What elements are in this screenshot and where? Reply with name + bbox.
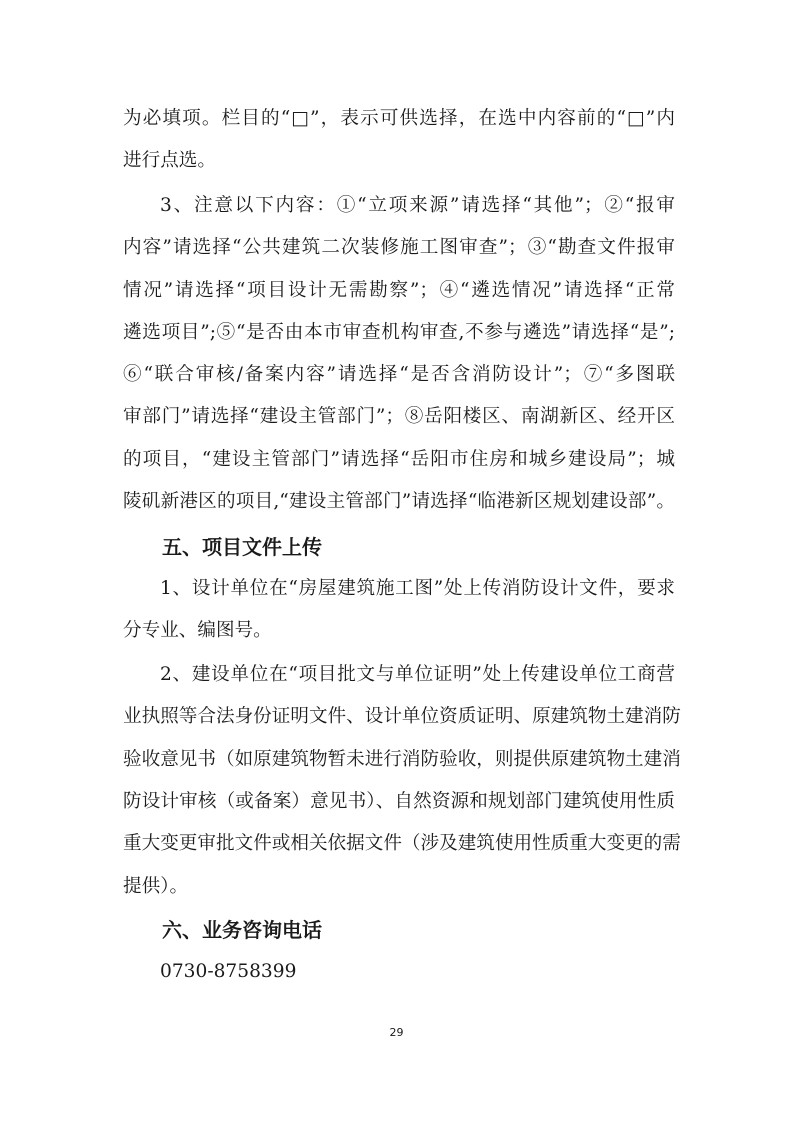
paragraph-line: 业执照等合法身份证明文件、设计单位资质证明、原建筑物土建消防 (123, 706, 681, 727)
paragraph-line: 进行点选。 (123, 150, 216, 171)
section-heading: 五、项目文件上传 (162, 535, 322, 559)
paragraph-line: 分专业、编图号。 (123, 620, 272, 641)
paragraph-line: 遴选项目”;⑤“是否由本市审查机构审查,不参与遴选”请选择“是”; (123, 322, 675, 343)
paragraph-line: 审部门”请选择“建设主管部门”；⑧岳阳楼区、南湖新区、经开区 (123, 406, 675, 427)
paragraph-line: 内容”请选择“公共建筑二次装修施工图审查”；③“勘查文件报审 (123, 237, 675, 258)
paragraph-line: 1、设计单位在“房屋建筑施工图”处上传消防设计文件，要求 (160, 578, 675, 599)
paragraph-line: 防设计审核（或备案）意见书）、自然资源和规划部门建筑使用性质 (123, 791, 675, 812)
paragraph-line: 情况”请选择“项目设计无需勘察”；④“遴选情况”请选择“正常 (123, 280, 675, 301)
page-number: 29 (389, 1026, 404, 1039)
paragraph-line: 陵矶新港区的项目,“建设主管部门”请选择“临港新区规划建设部”。 (123, 491, 675, 512)
paragraph-line: 3、注意以下内容：①“立项来源”请选择“其他”；②“报审 (160, 195, 675, 216)
paragraph-line: 2、建设单位在“项目批文与单位证明”处上传建设单位工商营 (160, 664, 675, 685)
paragraph-line: 为必填项。栏目的“□”，表示可供选择，在选中内容前的“□”内 (123, 108, 675, 129)
paragraph-line: 的项目，“建设主管部门”请选择“岳阳市住房和城乡建设局”；城 (123, 449, 675, 470)
contact-phone: 0730-8758399 (160, 961, 297, 982)
paragraph-line: ⑥“联合审核/备案内容”请选择“是否含消防设计”；⑦“多图联 (123, 364, 675, 385)
paragraph-line: 重大变更审批文件或相关依据文件（涉及建筑使用性质重大变更的需 (123, 833, 681, 854)
section-heading: 六、业务咨询电话 (162, 918, 322, 942)
paragraph-line: 提供）。 (123, 876, 189, 897)
paragraph-line: 验收意见书（如原建筑物暂未进行消防验收，则提供原建筑物土建消 (123, 749, 681, 770)
